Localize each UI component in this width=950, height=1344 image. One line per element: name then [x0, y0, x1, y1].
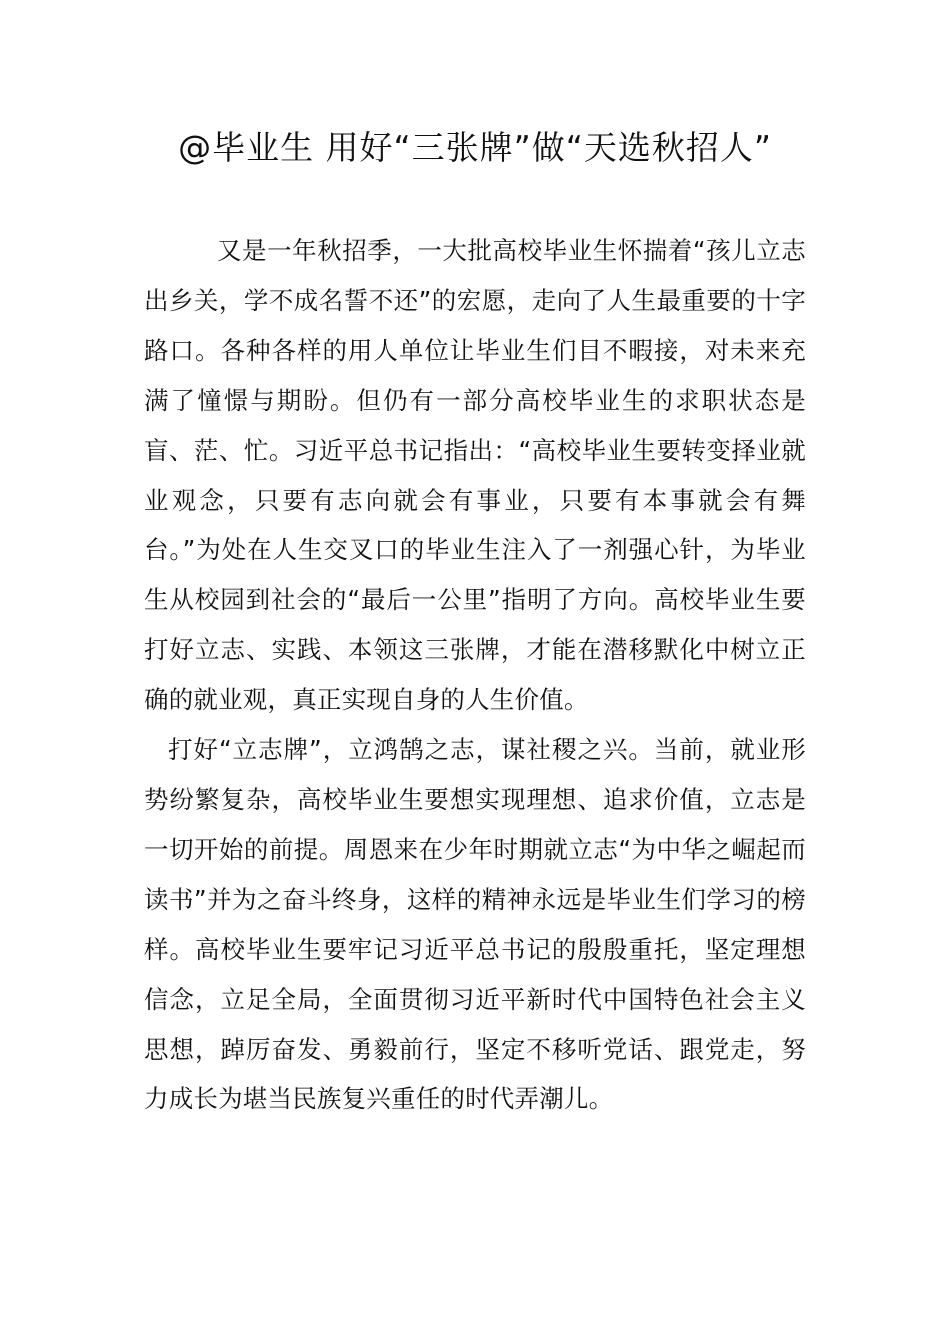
document-title: @毕业生 用好“三张牌”做“天选秋招人” — [178, 128, 772, 167]
paragraph-aspiration: 打好“立志牌”，立鸿鹄之志，谋社稷之兴。当前，就业形势纷繁复杂，高校毕业生要想实现理想、追求价值，立志是一切开始的前提。周恩来在少年时期就立志“为中华之崛起而读书”并为之奋斗终身，这样的精神永远是毕业生们学习的榜样。高校毕业生要牢记习近平总书记的殷殷重托，坚定理想信念，立足全局，全面贯彻习近平新时代中国特色社会主义思想，踔厉奋发、勇毅前行，坚定不移听党话、跟党走，努力成长为堪当民族复兴重任的时代弄潮儿。 — [144, 735, 806, 1114]
document-body — [144, 226, 806, 1124]
paragraph-intro: 又是一年秋招季，一大批高校毕业生怀揣着“孩儿立志出乡关，学不成名誓不还”的宏愿，走向了人生最重要的十字路口。各种各样的用人单位让毕业生们目不暇接，对未来充满了憧憬与期盼。但仍有一部分高校毕业生的求职状态是盲、茫、忙。习近平总书记指出：“高校毕业生要转变择业就业观念，只要有志向就会有事业，只要有本事就会有舞台。”为处在人生交叉口的毕业生注入了一剂强心针，为毕业生从校园到社会的“最后一公里”指明了方向。高校毕业生要打好立志、实践、本领这三张牌，才能在潜移默化中树立正确的就业观，真正实现自身的人生价值。 — [144, 236, 806, 715]
